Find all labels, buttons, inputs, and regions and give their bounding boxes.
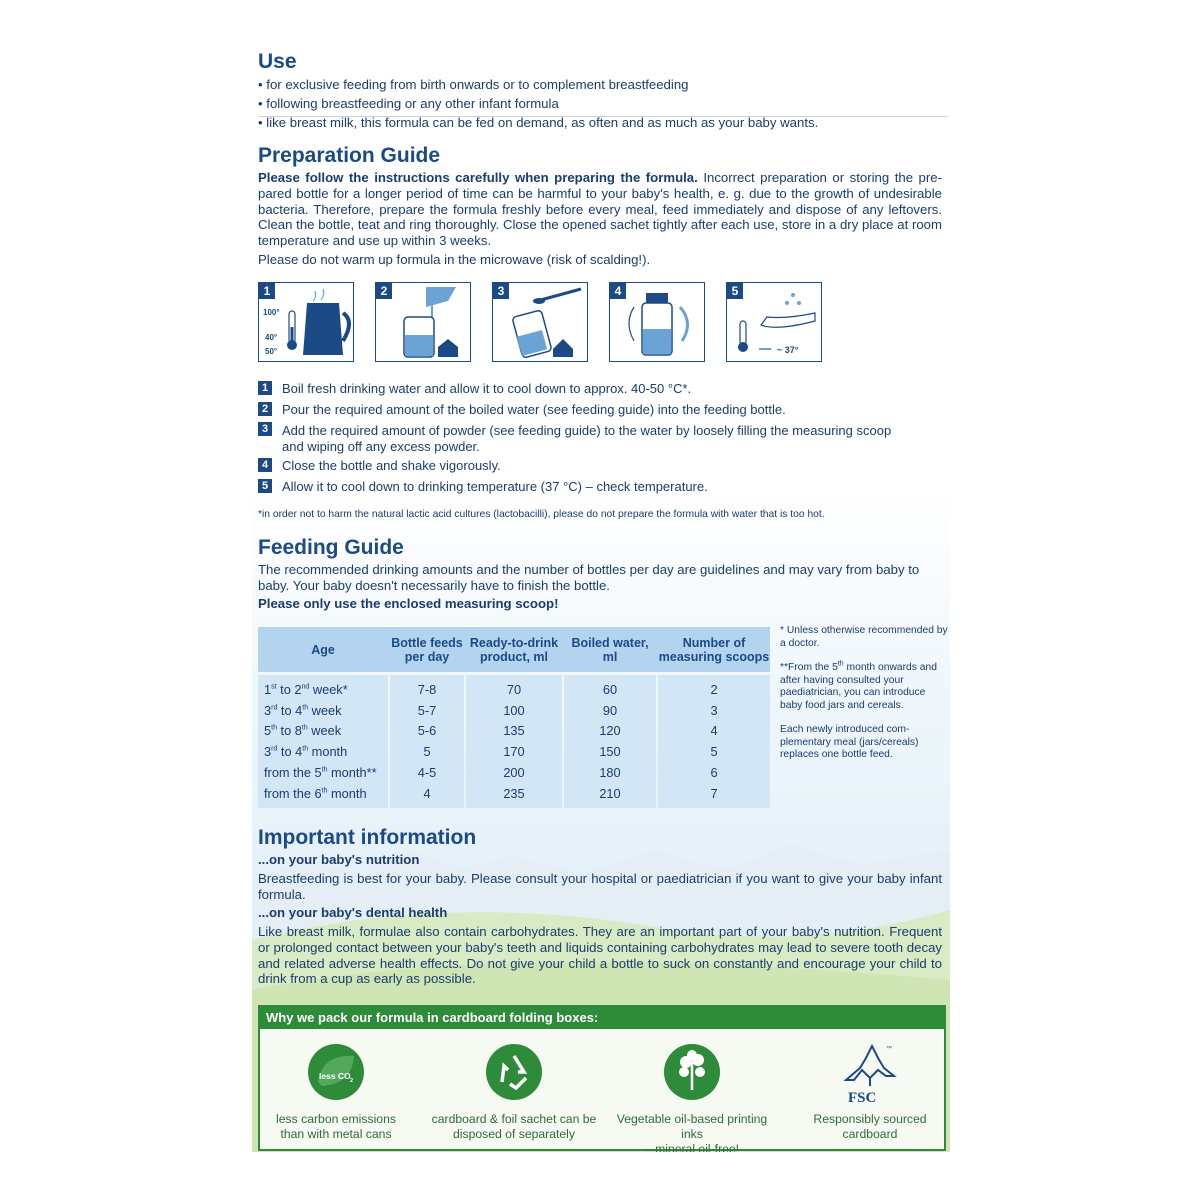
step-3-text-cont: and wiping off any excess powder.	[282, 439, 480, 454]
step-2-text: Pour the required amount of the boiled water (see feeding guide) into the feeding bottle.	[282, 402, 786, 417]
nutrition-subheading: ...on your baby's nutrition	[258, 852, 420, 867]
preparation-intro-bold: Please follow the instructions carefully when preparing the formula.	[258, 170, 698, 185]
ordinal-suffix: th	[301, 725, 308, 733]
water-cell: 90	[602, 702, 618, 718]
ordinal-suffix: st	[271, 683, 277, 691]
recycle-icon	[486, 1044, 542, 1100]
step-3-text: Add the required amount of powder (see feeding guide) to the water by loosely filling the measuring scoop	[282, 423, 892, 438]
co2-caption	[252, 1112, 421, 1142]
temp-label-100: 100°	[263, 308, 280, 317]
step-number-1: 1	[258, 381, 272, 395]
step-2-pictogram	[375, 282, 471, 362]
preparation-intro	[258, 170, 942, 249]
rtd-cell: 200	[503, 764, 525, 780]
step-number: 1	[259, 283, 275, 299]
use-bullet-1: • for exclusive feeding from birth onwards or to complement breastfeeding	[258, 77, 689, 92]
age-text: to 4	[277, 702, 303, 718]
rtd-cell: 70	[506, 682, 522, 697]
ordinal-suffix: th	[302, 745, 309, 753]
rtd-cell: 135	[503, 723, 525, 739]
use-bullet-3: • like breast milk, this formula can be fed on demand, as often and as much as your baby wants.	[258, 115, 819, 130]
caption-line: Responsibly sourced	[813, 1112, 927, 1126]
ordinal-suffix: th	[302, 704, 309, 712]
caption-line: – mineral oil-free!	[644, 1142, 740, 1152]
header-age: Age	[311, 642, 335, 657]
age-cell	[264, 721, 388, 741]
ordinal-suffix: nd	[301, 683, 310, 691]
step-number: 2	[376, 283, 392, 299]
step-number: 3	[493, 283, 509, 299]
co2-leaf-icon	[308, 1044, 364, 1100]
age-text: 5	[264, 723, 272, 739]
age-cell	[264, 680, 388, 700]
packaging-box	[258, 1005, 946, 1151]
packaging-heading: Why we pack our formula in cardboard folding boxes:	[260, 1007, 944, 1029]
age-text: to 4	[277, 744, 303, 760]
rtd-cell: 100	[503, 702, 525, 718]
step-number-3: 3	[258, 422, 272, 436]
step-5-pictogram	[726, 282, 822, 362]
temperature-footnote: *in order not to harm the natural lactic acid cultures (lactobacilli), please do not prepare the formula with water that is too hot.	[258, 509, 825, 520]
note-text: month onwards and after having consulted your paediatrician, you can introduce baby food jars and cereals.	[780, 662, 937, 711]
age-cell	[264, 763, 388, 783]
header-bottles: Bottle feeds per day	[391, 635, 463, 664]
age-cell	[264, 701, 388, 721]
step-3-pictogram	[492, 282, 588, 362]
pour-water-bottle-icon	[376, 283, 470, 361]
important-heading: Important information	[258, 826, 477, 849]
age-text: week	[308, 702, 342, 718]
step-number: 4	[610, 283, 626, 299]
age-text: from the 6	[264, 785, 322, 801]
note-text: **From the 5	[780, 662, 838, 673]
age-cell	[264, 742, 388, 762]
add-powder-bottle-icon	[493, 283, 587, 361]
step-5-text: Allow it to cool down to drinking temperature (37 °C) – check temperature.	[282, 479, 708, 494]
rtd-cell: 235	[503, 785, 525, 801]
step-number-5: 5	[258, 479, 272, 493]
age-text: month	[327, 785, 367, 801]
caption-line: than with metal cans	[280, 1127, 392, 1141]
bottles-cell: 5-6	[417, 723, 437, 739]
bottles-cell: 5-7	[417, 702, 437, 718]
age-text: 1	[264, 682, 272, 697]
note-fifth-month	[780, 662, 946, 712]
note-sup: th	[837, 660, 844, 668]
note-complementary-meal: Each newly introduced com-plementary meal (jars/cereals) replaces one bottle feed.	[780, 724, 919, 760]
recycle-arrows	[486, 1044, 542, 1100]
instructions-panel	[252, 40, 950, 1152]
feeding-intro: The recommended drinking amounts and the number of bottles per day are guidelines and may vary from baby to baby. Your baby doesn't necessarily have to finish the bottle.	[258, 562, 920, 593]
check-temperature-icon	[727, 283, 821, 361]
co2-subscript: 2	[350, 1078, 354, 1084]
age-text: 3	[264, 744, 272, 760]
ordinal-suffix: th	[271, 725, 277, 733]
step-1-text: Boil fresh drinking water and allow it to cool down to approx. 40-50 °C*.	[282, 381, 692, 396]
caption-line: disposed of separately	[453, 1127, 575, 1141]
recycle-caption	[429, 1112, 599, 1142]
table-header	[258, 627, 770, 672]
caption-line: Vegetable oil-based printing inks	[616, 1112, 768, 1141]
bottles-cell: 5	[423, 744, 431, 760]
preparation-intro-text: Incorrect preparation or storing the pre-pared bottle for a longer period of time can be harmful to your baby's health, e. g. due to the growth of undesirable bacteria. Therefore, prepare the formula freshly before every meal, feed immediately and dispose of any leftovers. Clean the bottle, teat and ring thoroughly. Close the opened sachet tightly after each use, store in a dry place at room temperature and use up within 3 weeks.	[258, 170, 943, 249]
scoop-note: Please only use the enclosed measuring scoop!	[258, 596, 559, 611]
fsc-caption	[785, 1112, 950, 1142]
bottles-cell: 4-5	[417, 764, 437, 780]
scoops-cell: 4	[710, 723, 718, 739]
ordinal-suffix: th	[321, 787, 328, 795]
scoops-cell: 3	[710, 702, 718, 718]
scoops-cell: 5	[710, 744, 718, 760]
fsc-logo	[838, 1040, 898, 1104]
age-text: month	[308, 744, 348, 760]
note-doctor: * Unless otherwise recommended by a doctor.	[780, 625, 948, 649]
caption-line: less carbon emissions	[276, 1112, 396, 1126]
age-text: week	[307, 723, 342, 739]
step-number: 5	[727, 283, 743, 299]
trademark-text: ™	[886, 1046, 892, 1052]
water-cell: 150	[599, 744, 621, 760]
header-rtd: Ready-to-drink product, ml	[469, 635, 559, 664]
age-text: 3	[264, 702, 272, 718]
rtd-cell: 170	[503, 744, 525, 760]
step-4-text: Close the bottle and shake vigorously.	[282, 458, 501, 473]
step-number-4: 4	[258, 458, 272, 472]
co2-text: less CO	[319, 1071, 351, 1081]
ordinal-suffix: rd	[271, 745, 278, 753]
age-text: to 2	[276, 682, 302, 697]
dental-subheading: ...on your baby's dental health	[258, 905, 448, 920]
age-text: week*	[309, 682, 348, 697]
ordinal-suffix: th	[321, 766, 328, 774]
caption-line: cardboard & foil sachet can be	[431, 1112, 597, 1126]
temp-label-40: 40°	[265, 333, 278, 342]
leaf-shape	[308, 1044, 364, 1100]
bottles-cell: 7-8	[417, 682, 437, 697]
age-text: from the 5	[264, 764, 322, 780]
scoops-cell: 7	[710, 785, 718, 801]
preparation-heading: Preparation Guide	[258, 144, 441, 167]
water-cell: 210	[599, 785, 621, 801]
microwave-warning: Please do not warm up formula in the microwave (risk of scalding!).	[258, 252, 651, 267]
feeding-heading: Feeding Guide	[258, 536, 404, 559]
dental-text: Like breast milk, formulae also contain carbohydrates. They are an important part of your baby's nutrition. Frequent or prolonged contact between your baby's teeth and liquids containing carbohydrates may lead to severe tooth decay and related adverse health effects. Do not give your child a bottle to suck on constantly and encourage your child to drink from a cup as early as possible.	[258, 924, 942, 987]
use-heading: Use	[258, 50, 297, 73]
bottles-cell: 4	[423, 785, 431, 801]
header-water: Boiled water, ml	[571, 635, 649, 664]
water-cell: 180	[599, 764, 621, 780]
kettle-thermometer-icon	[259, 283, 353, 361]
header-scoops: Number of measuring scoops	[658, 635, 770, 664]
step-4-pictogram	[609, 282, 705, 362]
plant-shape	[664, 1044, 720, 1100]
fsc-tree-icon	[838, 1040, 898, 1104]
plant-caption	[607, 1112, 777, 1152]
water-cell: 120	[599, 723, 621, 739]
age-text: to 8	[276, 723, 302, 739]
scoops-cell: 2	[710, 682, 718, 697]
ordinal-suffix: rd	[271, 704, 278, 712]
use-bullet-2: • following breastfeeding or any other infant formula	[258, 96, 559, 111]
step-number-2: 2	[258, 402, 272, 416]
age-cell	[264, 784, 388, 804]
fsc-text: FSC	[848, 1090, 877, 1104]
water-cell: 60	[602, 682, 618, 697]
age-text: month**	[327, 764, 377, 780]
plant-icon	[664, 1044, 720, 1100]
nutrition-text: Breastfeeding is best for your baby. Please consult your hospital or paediatrician if you want to give your baby infant formula.	[258, 871, 942, 902]
shake-bottle-icon	[610, 283, 704, 361]
temp-label-37: ~ 37°	[777, 345, 799, 355]
temp-label-50: 50°	[265, 347, 278, 356]
step-1-pictogram	[258, 282, 354, 362]
scoops-cell: 6	[710, 764, 718, 780]
caption-line: cardboard	[842, 1127, 898, 1141]
